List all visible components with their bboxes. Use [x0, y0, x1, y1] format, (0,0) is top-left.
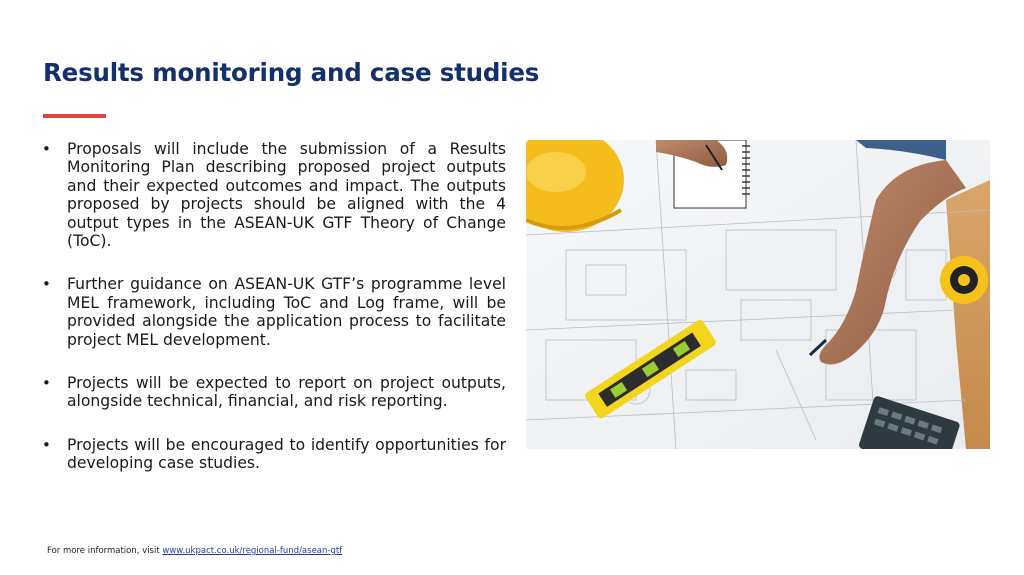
bullet-text: Proposals will include the submission of a Results Monitoring Plan describing proposed project outputs and their expected outcomes and impact. The outputs proposed by projects should be aligned with the 4 output types in the ASEAN-UK GTF Theory of Change (ToC).: [67, 140, 506, 251]
bullet-text: Further guidance on ASEAN-UK GTF’s programme level MEL framework, including ToC and Log frame, will be provided alongside the application process to facilitate project MEL development.: [67, 275, 506, 349]
footer-info: [47, 546, 342, 556]
slide-title: Results monitoring and case studies: [43, 58, 540, 87]
bullet-item: [42, 374, 506, 411]
bullet-text: Projects will be encouraged to identify opportunities for developing case studies.: [67, 435, 506, 473]
bullet-dot: •: [42, 435, 51, 454]
blueprint-worker-photo: [526, 140, 990, 449]
bullet-item: [42, 140, 506, 250]
photo-illustration: [526, 140, 990, 449]
bullet-dot: •: [42, 374, 51, 393]
bullet-item: [42, 275, 506, 349]
bullet-dot: •: [42, 140, 51, 158]
footer-link[interactable]: www.ukpact.co.uk/regional-fund/asean-gtf: [162, 546, 343, 556]
bullet-item: [42, 436, 506, 473]
title-accent-bar: [43, 114, 106, 118]
footer-prefix: For more information, visit: [47, 546, 163, 556]
bullet-dot: •: [42, 275, 51, 294]
bullet-list: [42, 140, 506, 498]
bullet-text: Projects will be expected to report on project outputs, alongside technical, financial, and risk reporting.: [67, 374, 506, 411]
